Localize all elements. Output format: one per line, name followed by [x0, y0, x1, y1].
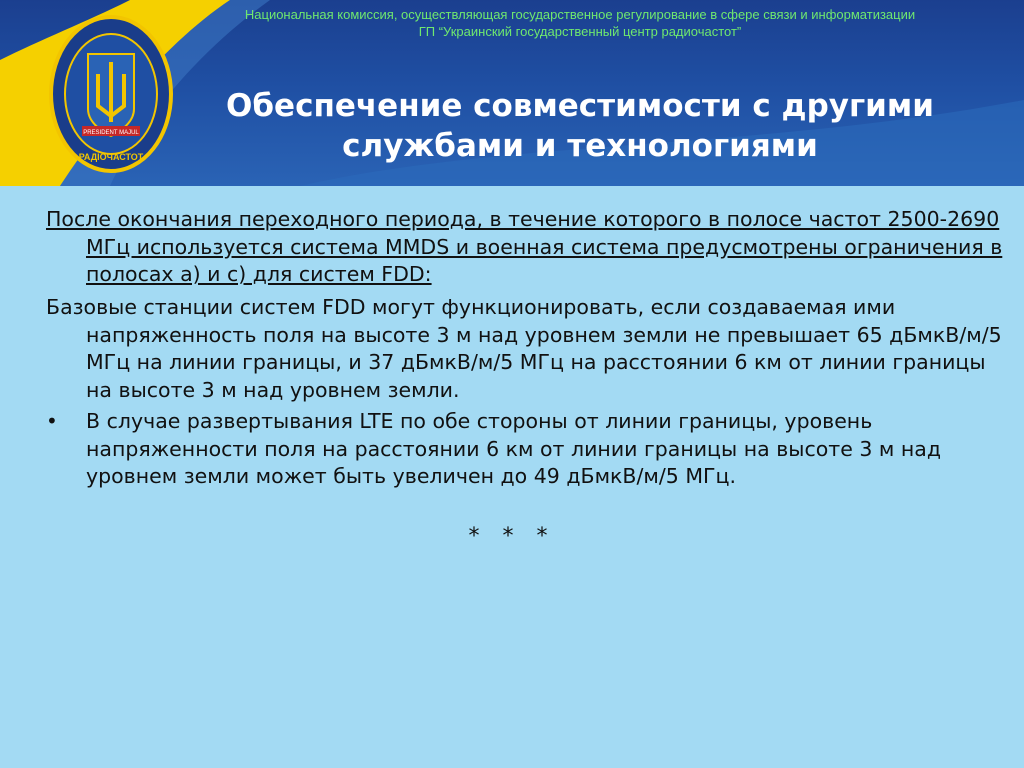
paragraph-fdd-restrictions: После окончания переходного периода, в течение которого в полосе частот 2500-2690 МГц используется система MMDS и военная система предусмотрены ограничения в полосах а) и с) для систем FDD: — [46, 207, 1003, 286]
slide-header — [0, 0, 1024, 186]
slide-title-line-2: службами и технологиями — [342, 128, 818, 164]
organization-line-1: Национальная комиссия, осуществляющая государственное регулирование в сфере связи и информатизации — [244, 7, 916, 22]
separator-stars: * * * — [468, 524, 556, 549]
organization-line-2: ГП “Украинский государственный центр радиочастот” — [418, 24, 742, 39]
slide-title-line-1: Обеспечение совместимости с другими — [226, 88, 934, 124]
ucrf-logo-icon — [48, 14, 174, 174]
organization-text — [160, 6, 1000, 40]
bullet-text-lte: В случае развертывания LTE по обе стороны от линии границы, уровень напряженности поля на расстоянии 6 км от линии границы на высоте 3 м над уровнем земли может быть увеличен до 49 дБмкВ/м/5 МГц. — [86, 409, 942, 488]
svg-text:PRESIDENT MAJUL: PRESIDENT MAJUL — [83, 130, 139, 136]
slide-title — [190, 86, 970, 166]
bullet-icon: • — [46, 409, 58, 433]
paragraph-base-stations: Базовые станции систем FDD могут функционировать, если создаваемая ими напряженность поля на высоте 3 м над уровнем земли не превышает 65 дБмкВ/м/5 МГц на линии границы, и 37 дБмкВ/м/5 МГц на расстоянии 6 км от линии границы на высоте 3 м над уровнем земли. — [46, 295, 1002, 402]
svg-text:РАДІОЧАСТОТ: РАДІОЧАСТОТ — [78, 152, 144, 162]
